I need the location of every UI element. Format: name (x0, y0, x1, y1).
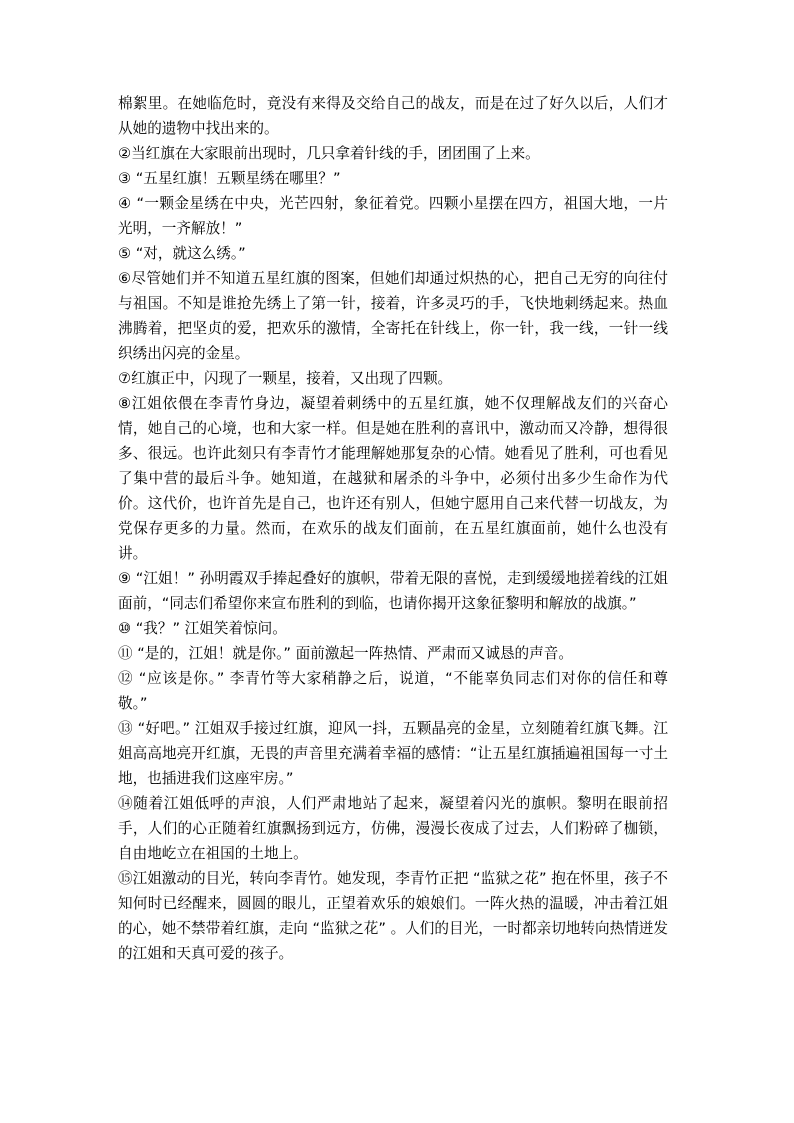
paragraph-4: ④ “一颗金星绣在中央，光芒四射，象征着党。四颗小星摆在四方，祖国大地，一片光明，一齐解放！” (118, 195, 668, 237)
paragraph-3: ③ “五星红旗！五颗星绣在哪里？” (118, 170, 341, 187)
paragraph-7: ⑦红旗正中，闪现了一颗星，接着，又出现了四颗。 (118, 370, 453, 387)
paragraph-11: ⑪ “是的，江姐！就是你。” 面前激起一阵热情、严肃而又诚恳的声音。 (118, 645, 573, 662)
paragraph-8: ⑧江姐依偎在李青竹身边，凝望着刺绣中的五星红旗，她不仅理解战友们的兴奋心情，她自己的心境，也和大家一样。但是她在胜利的喜讯中，激动而又冷静，想得很多、很远。也许此刻只有李青竹才能理解她那复杂的心情。她看见了胜利，可也看见了集中营的最后斗争。她知道，在越狱和屠杀的斗争中，必须付出多少生命作为代价。这代价，也许首先是自己，也许还有别人，但她宁愿用自己来代替一切战友，为党保存更多的力量。然而，在欢乐的战友们面前，在五星红旗面前，她什么也没有讲。 (118, 395, 668, 562)
paragraph-15: ⑮江姐激动的目光，转向李青竹。她发现，李青竹正把 “监狱之花” 抱在怀里，孩子不知何时已经醒来，圆圆的眼儿，正望着欢乐的娘娘们。一阵火热的温暖，冲击着江姐的心，她不禁带着红旗，走向 “监狱之花” 。人们的目光，一时都亲切地转向热情迸发的江姐和天真可爱的孩子。 (118, 870, 668, 962)
paragraph-2: ②当红旗在大家眼前出现时，几只拿着针线的手，团团围了上来。 (118, 145, 540, 162)
paragraph-1-continued: 棉絮里。在她临危时，竟没有来得及交给自己的战友，而是在过了好久以后，人们才从她的遗物中找出来的。 (118, 95, 668, 137)
paragraph-14: ⑭随着江姐低呼的声浪，人们严肃地站了起来，凝望着闪光的旗帜。黎明在眼前招手，人们的心正随着红旗飘扬到远方，仿佛，漫漫长夜成了过去，人们粉碎了枷锁，自由地屹立在祖国的土地上。 (118, 795, 668, 862)
paragraph-5: ⑤ “对，就这么绣。” (118, 245, 246, 262)
paragraph-10: ⑩ “我？” 江姐笑着惊问。 (118, 620, 287, 637)
paragraph-12: ⑫ “应该是你。” 李青竹等大家稍静之后，说道，“不能辜负同志们对你的信任和尊敬。” (118, 670, 668, 712)
paragraph-9: ⑨ “江姐！” 孙明霞双手捧起叠好的旗帜，带着无限的喜悦，走到缓缓地搓着线的江姐面前，“同志们希望你来宣布胜利的到临，也请你揭开这象征黎明和解放的战旗。” (118, 570, 668, 612)
paragraph-13: ⑬ “好吧。” 江姐双手接过红旗，迎风一抖，五颗晶亮的金星，立刻随着红旗飞舞。江姐高高地亮开红旗，无畏的声音里充满着幸福的感情：“让五星红旗插遍祖国每一寸土地，也插进我们这座牢房。” (118, 720, 668, 787)
paragraph-6: ⑥尽管她们并不知道五星红旗的图案，但她们却通过炽热的心，把自己无穷的向往付与祖国。不知是谁抢先绣上了第一针，接着，许多灵巧的手，飞快地刺绣起来。热血沸腾着，把坚贞的爱，把欢乐的激情，全寄托在针线上，你一针，我一线，一针一线织绣出闪亮的金星。 (118, 270, 668, 362)
document-body (118, 91, 668, 966)
